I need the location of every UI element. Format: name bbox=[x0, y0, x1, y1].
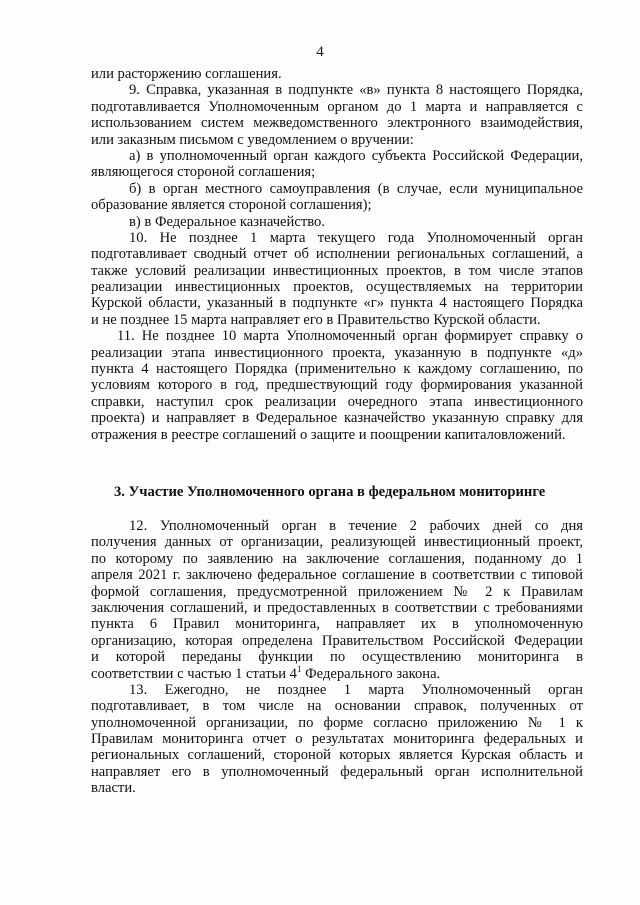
text-line: направляет его в уполномоченный федеральный орган исполнительной bbox=[91, 763, 583, 780]
text-line: подготавливает, в том числе на основании справок, полученных от bbox=[91, 698, 583, 715]
text-line: 12. Уполномоченный орган в течение 2 рабочих дней со дня bbox=[129, 518, 583, 534]
text-line: формой соглашения, предусмотренной приложением № 2 к Правилам bbox=[91, 583, 583, 600]
text-line: пункта 4 настоящего Порядка (применительно к каждому соглашению, по bbox=[91, 361, 583, 378]
text-line: и которой переданы функции по осуществлению мониторинга в bbox=[91, 649, 583, 666]
text-line: реализации этапа инвестиционного проекта, указанную в подпункте «д» bbox=[91, 344, 583, 361]
text-line: организацию, которая определена Правительством Российской Федерации bbox=[91, 632, 583, 649]
text-line: региональных соглашений, стороной которых является Курская область и bbox=[91, 747, 583, 764]
text-line: проекта) и направляет в Федеральное казначейство указанную справку для bbox=[91, 410, 583, 427]
text-fragment: соответствии с частью 1 статьи 4 bbox=[91, 665, 297, 682]
text-line: апреля 2021 г. заключено федеральное соглашение в соответствии с типовой bbox=[91, 567, 583, 584]
text-line: отражения в реестре соглашений о защите и поощрении капиталовложений. bbox=[91, 426, 566, 443]
text-line: и не позднее 15 марта направляет его в Правительство Курской области. bbox=[91, 311, 541, 328]
text-line: в) в Федеральное казначейство. bbox=[129, 213, 325, 230]
text-line: условиям которого в год, предшествующий году формирования указанной bbox=[91, 377, 583, 394]
text-line: также условий реализации инвестиционных проектов, в том числе этапов bbox=[91, 262, 583, 279]
text-line: справки, наступил срок реализации очередного этапа инвестиционного bbox=[91, 393, 583, 410]
page-number: 4 bbox=[316, 44, 324, 60]
text-line: власти. bbox=[91, 780, 136, 797]
text-line: 11. Не позднее 10 марта Уполномоченный орган формирует справку о bbox=[117, 328, 583, 345]
text-line: использованием систем межведомственного электронного взаимодействия, bbox=[91, 115, 583, 132]
text-line: образование является стороной соглашения); bbox=[91, 197, 372, 214]
text-line: заключения соглашений, и предоставленных в соответствии с требованиями bbox=[91, 599, 583, 616]
text-line: 9. Справка, указанная в подпункте «в» пункта 8 настоящего Порядка, bbox=[129, 82, 583, 99]
text-line: б) в орган местного самоуправления (в случае, если муниципальное bbox=[129, 180, 583, 197]
section-3-paragraphs bbox=[91, 518, 583, 797]
text-line: или расторжению соглашения. bbox=[91, 66, 282, 82]
section-paragraphs bbox=[91, 66, 583, 443]
text-line: 10. Не позднее 1 марта текущего года Уполномоченный орган bbox=[129, 229, 583, 246]
text-line: 13. Ежегодно, не позднее 1 марта Уполномоченный орган bbox=[129, 681, 583, 698]
text-line: реализации инвестиционных проектов, осуществляемых на территории bbox=[91, 279, 583, 296]
text-line: подготавливается Уполномоченным органом до 1 марта и направляется с bbox=[91, 98, 583, 115]
text-line: уполномоченной организации, по форме согласно приложению № 1 к bbox=[91, 714, 583, 731]
text-line: по которому по заявлению на заключение соглашения, поданному до 1 bbox=[91, 550, 583, 567]
text-line: Правилам мониторинга отчет о результатах мониторинга федеральных и bbox=[91, 731, 583, 748]
text-line: Курской области, указанный в подпункте «г» пункта 4 настоящего Порядка bbox=[91, 295, 583, 312]
text-fragment: Федерального закона. bbox=[301, 665, 441, 682]
text-line: получения данных от организации, реализующей инвестиционный проект, bbox=[91, 534, 583, 551]
text-line: а) в уполномоченный орган каждого субъекта Российской Федерации, bbox=[129, 147, 583, 164]
section-heading: 3. Участие Уполномоченного органа в федеральном мониторинге bbox=[114, 484, 546, 500]
text-line: являющегося стороной соглашения; bbox=[91, 164, 316, 181]
text-line: или заказным письмом с уведомлением о вручении: bbox=[91, 131, 414, 148]
text-line-with-superscript bbox=[91, 663, 583, 682]
text-line: пункта 6 Правил мониторинга, направляет их в уполномоченную bbox=[91, 616, 583, 633]
text-line: подготавливает сводный отчет об исполнении региональных соглашений, а bbox=[91, 246, 583, 263]
superscript: 1 bbox=[296, 663, 302, 674]
